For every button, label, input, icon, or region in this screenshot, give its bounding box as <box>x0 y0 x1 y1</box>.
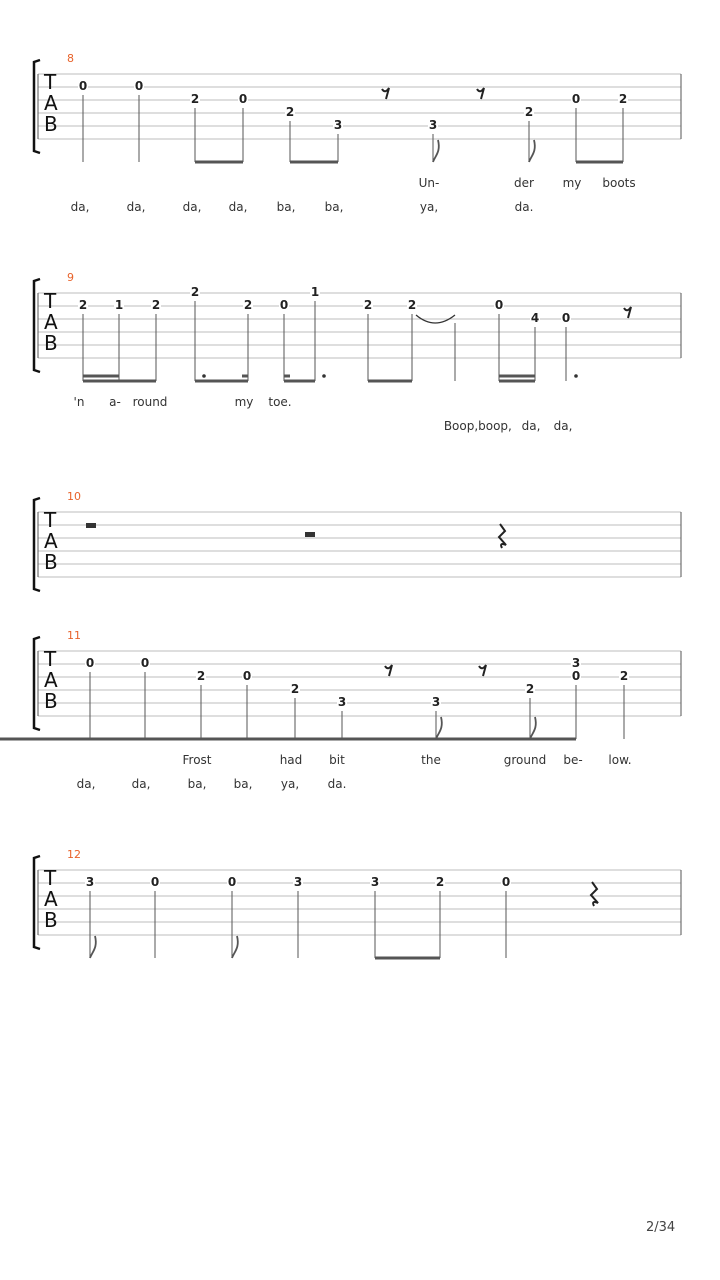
lyric-lower: da, <box>553 419 573 433</box>
eighth-rest-icon <box>624 307 631 318</box>
tab-clef-letter: A <box>44 91 58 115</box>
fret-number: 3 <box>293 875 303 889</box>
lyric-lower: boop, <box>478 419 512 433</box>
fret-number: 2 <box>285 105 295 119</box>
tab-clef-letter: B <box>44 908 58 932</box>
fret-number: 2 <box>407 298 417 312</box>
tab-clef-letter: T <box>44 289 57 313</box>
fret-number: 3 <box>431 695 441 709</box>
fret-number: 0 <box>78 79 88 93</box>
lyric-upper: had <box>279 753 303 767</box>
fret-number: 1 <box>310 285 320 299</box>
lyric-lower: ba, <box>276 200 296 214</box>
measure-number: 12 <box>67 848 81 861</box>
lyric-upper: the <box>421 753 441 767</box>
fret-number: 0 <box>561 311 571 325</box>
lyric-upper: boots <box>602 176 636 190</box>
fret-number: 2 <box>151 298 161 312</box>
half-rest-icon <box>86 523 96 528</box>
tab-clef-letter: T <box>44 647 57 671</box>
fret-number: 2 <box>618 92 628 106</box>
lyric-upper: my <box>234 395 254 409</box>
fret-number: 2 <box>619 669 629 683</box>
tab-clef-letter: B <box>44 331 58 355</box>
note-flag <box>530 717 536 739</box>
lyric-lower: da, <box>131 777 151 791</box>
lyric-lower: da. <box>514 200 534 214</box>
eighth-rest-icon <box>479 665 486 676</box>
fret-number: 2 <box>78 298 88 312</box>
tab-clef-letter: B <box>44 112 58 136</box>
tab-system <box>34 52 681 214</box>
tab-system <box>34 848 681 958</box>
fret-number: 0 <box>134 79 144 93</box>
fret-number: 3 <box>85 875 95 889</box>
lyric-upper: 'n <box>73 395 85 409</box>
fret-number: 0 <box>150 875 160 889</box>
fret-number: 0 <box>227 875 237 889</box>
fret-number: 4 <box>530 311 540 325</box>
lyric-lower: da, <box>521 419 541 433</box>
lyric-upper: my <box>562 176 582 190</box>
fret-number: 2 <box>435 875 445 889</box>
fret-number: 0 <box>238 92 248 106</box>
lyric-upper: ground <box>503 753 547 767</box>
tab-system <box>0 629 681 791</box>
augmentation-dot <box>574 374 578 378</box>
lyric-lower: ba, <box>187 777 207 791</box>
half-rest-icon <box>305 532 315 537</box>
tab-clef-letter: A <box>44 887 58 911</box>
quarter-rest-icon <box>591 882 598 906</box>
fret-number: 3 <box>370 875 380 889</box>
tab-clef-letter: B <box>44 689 58 713</box>
note-flag <box>436 717 442 739</box>
fret-number: 3 <box>337 695 347 709</box>
eighth-rest-icon <box>385 665 392 676</box>
note-flag <box>90 936 96 958</box>
fret-number: 1 <box>114 298 124 312</box>
lyric-upper: bit <box>329 753 345 767</box>
lyric-upper: der <box>514 176 534 190</box>
note-flag <box>529 140 535 162</box>
lyric-lower: da, <box>76 777 96 791</box>
tab-clef-letter: T <box>44 70 57 94</box>
eighth-rest-icon <box>382 88 389 99</box>
fret-number: 2 <box>525 682 535 696</box>
lyric-upper: Frost <box>182 753 212 767</box>
fret-number: 3 <box>428 118 438 132</box>
fret-number: 3 <box>571 656 581 670</box>
tab-clef-letter: T <box>44 508 57 532</box>
lyric-lower: ba, <box>233 777 253 791</box>
measure-number: 10 <box>67 490 81 503</box>
lyric-lower: ya, <box>419 200 439 214</box>
lyric-lower: da, <box>126 200 146 214</box>
augmentation-dot <box>322 374 326 378</box>
fret-number: 0 <box>140 656 150 670</box>
fret-number: 0 <box>501 875 511 889</box>
tab-system <box>34 490 681 591</box>
measure-number: 9 <box>67 271 74 284</box>
lyric-lower: ya, <box>280 777 300 791</box>
note-flag <box>433 140 439 162</box>
lyric-upper: Un- <box>418 176 440 190</box>
lyric-upper: be- <box>563 753 583 767</box>
fret-number: 2 <box>290 682 300 696</box>
tab-clef-letter: A <box>44 310 58 334</box>
tab-clef-letter: B <box>44 550 58 574</box>
fret-number: 0 <box>571 92 581 106</box>
tab-clef-letter: A <box>44 529 58 553</box>
tab-clef-letter: A <box>44 668 58 692</box>
lyric-upper: low. <box>608 753 632 767</box>
quarter-rest-icon <box>499 524 506 548</box>
lyric-lower: da, <box>182 200 202 214</box>
fret-number: 2 <box>363 298 373 312</box>
eighth-rest-icon <box>477 88 484 99</box>
lyric-lower: Boop, <box>443 419 479 433</box>
fret-number: 0 <box>242 669 252 683</box>
lyric-lower: da, <box>228 200 248 214</box>
fret-number: 2 <box>524 105 534 119</box>
fret-number: 0 <box>494 298 504 312</box>
systems-layer <box>0 52 681 958</box>
fret-number: 2 <box>190 92 200 106</box>
lyric-upper: toe. <box>268 395 292 409</box>
lyric-upper: round <box>132 395 168 409</box>
tab-system <box>34 271 681 433</box>
lyric-lower: da, <box>70 200 90 214</box>
note-flag <box>232 936 238 958</box>
fret-number: 2 <box>243 298 253 312</box>
fret-number: 3 <box>333 118 343 132</box>
page-number: 2/34 <box>646 1220 676 1235</box>
fret-number: 2 <box>190 285 200 299</box>
measure-number: 8 <box>67 52 74 65</box>
fret-number: 0 <box>571 669 581 683</box>
measure-number: 11 <box>67 629 81 642</box>
lyric-lower: da. <box>327 777 347 791</box>
tab-clef-letter: T <box>44 866 57 890</box>
lyric-lower: ba, <box>324 200 344 214</box>
augmentation-dot <box>202 374 206 378</box>
fret-number: 0 <box>85 656 95 670</box>
fret-number: 0 <box>279 298 289 312</box>
fret-number: 2 <box>196 669 206 683</box>
lyric-upper: a- <box>109 395 121 409</box>
